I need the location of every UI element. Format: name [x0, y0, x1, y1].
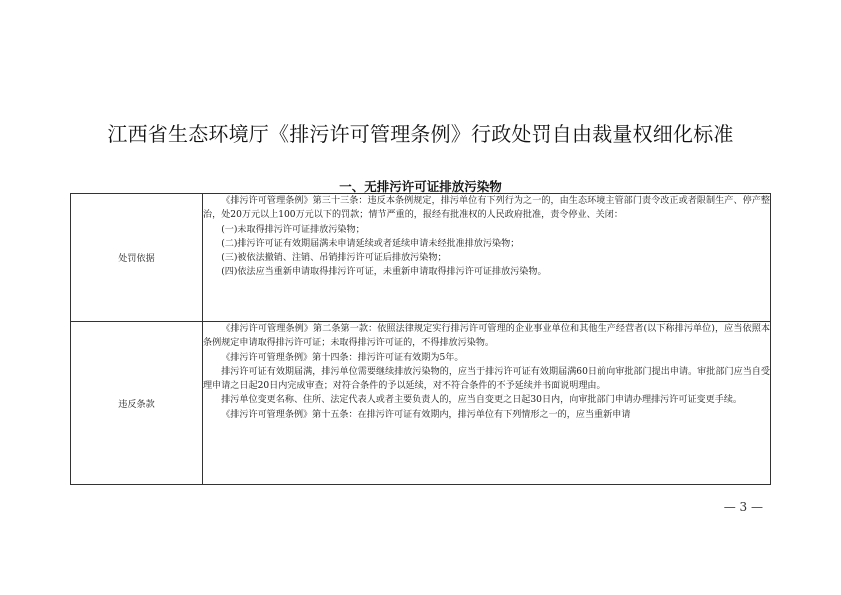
section-heading: 一、无排污许可证排放污染物: [339, 179, 502, 194]
paragraph: 《排污许可管理条例》第二条第一款：依照法律规定实行排污许可管理的企业事业单位和其他生产经营者(以下称排污单位)，应当依照本条例规定申请取得排污许可证；未取得排污许可证的，不得排放污染物。: [203, 324, 770, 349]
row-content: [203, 322, 771, 485]
paragraph: 《排污许可管理条例》第十五条：在排污许可证有效期内，排污单位有下列情形之一的，应当重新申请: [221, 409, 631, 420]
document-title: 江西省生态环境厅《排污许可管理条例》行政处罚自由裁量权细化标准: [107, 122, 734, 146]
page-number: — 3 —: [723, 500, 763, 514]
paragraph: (一)未取得排污许可证排放污染物；: [221, 224, 365, 235]
paragraph: (二)排污许可证有效期届满未申请延续或者延续申请未经批准排放污染物；: [221, 238, 520, 249]
paragraph: 《排污许可管理条例》第十四条：排污许可证有效期为5年。: [221, 352, 464, 363]
row-content-clip: [203, 322, 770, 478]
row-label: 违反条款: [71, 322, 203, 485]
paragraph: (四)依法应当重新申请取得排污许可证，未重新申请取得排污许可证排放污染物。: [221, 267, 547, 278]
rules-table: [70, 193, 771, 485]
row-content: [203, 194, 771, 322]
paragraph: (三)被依法撤销、注销、吊销排污许可证后排放污染物；: [221, 253, 447, 264]
table-row: [71, 194, 771, 322]
paragraph: 排污许可证有效期届满，排污单位需要继续排放污染物的，应当于排污许可证有效期届满60日前向审批部门提出申请。审批部门应当自受理申请之日起20日内完成审查；对符合条件的予以延续，对不符合条件的不予延续并书面说明理由。: [203, 366, 770, 392]
table-row: [71, 322, 771, 485]
row-label: 处罚依据: [71, 194, 203, 322]
paragraph: 《排污许可管理条例》第三十三条：违反本条例规定，排污单位有下列行为之一的，由生态环境主管部门责令改正或者限制生产、停产整治，处20万元以上100万元以下的罚款；情节严重的，报经有批准权的人民政府批准，责令停业、关闭：: [203, 196, 770, 221]
paragraph: 排污单位变更名称、住所、法定代表人或者主要负责人的，应当自变更之日起30日内，向审批部门申请办理排污许可证变更手续。: [221, 395, 743, 406]
